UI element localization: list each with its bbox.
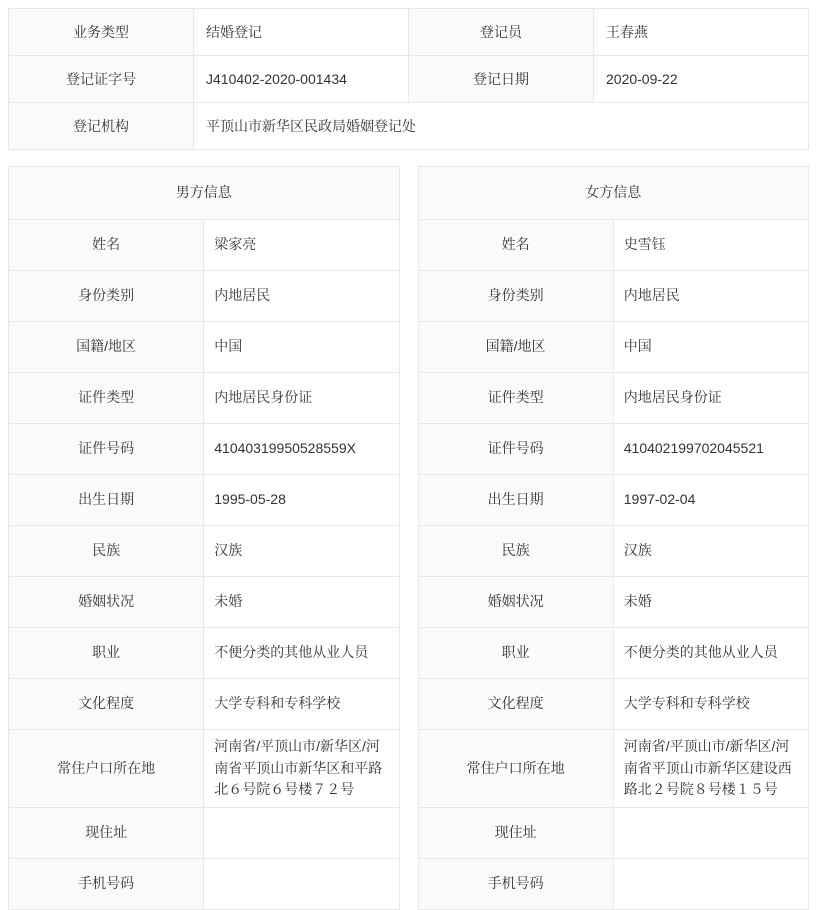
field-value-business-type: 结婚登记 bbox=[194, 9, 409, 56]
table-row bbox=[418, 220, 809, 271]
female-value-ethnicity: 汉族 bbox=[613, 526, 808, 577]
field-label-registrar: 登记员 bbox=[409, 9, 594, 56]
male-label-identity-category: 身份类别 bbox=[9, 271, 204, 322]
table-row bbox=[418, 730, 809, 808]
female-value-birth-date: 1997-02-04 bbox=[613, 475, 808, 526]
table-row bbox=[418, 628, 809, 679]
female-label-mobile-number: 手机号码 bbox=[418, 859, 613, 910]
field-label-registration-office: 登记机构 bbox=[9, 103, 194, 150]
table-row bbox=[418, 679, 809, 730]
male-value-education: 大学专科和专科学校 bbox=[204, 679, 399, 730]
male-value-marital-status: 未婚 bbox=[204, 577, 399, 628]
table-row bbox=[418, 167, 809, 220]
male-value-mobile-number bbox=[204, 859, 399, 910]
table-row bbox=[418, 859, 809, 910]
table-row bbox=[418, 424, 809, 475]
male-value-household-address: 河南省/平顶山市/新华区/河南省平顶山市新华区和平路北６号院６号楼７２号 bbox=[204, 730, 399, 808]
table-row bbox=[9, 679, 400, 730]
male-label-ethnicity: 民族 bbox=[9, 526, 204, 577]
table-row bbox=[418, 373, 809, 424]
female-value-education: 大学专科和专科学校 bbox=[613, 679, 808, 730]
female-panel bbox=[418, 166, 810, 910]
table-row bbox=[9, 103, 809, 150]
female-label-birth-date: 出生日期 bbox=[418, 475, 613, 526]
table-row bbox=[418, 577, 809, 628]
male-label-current-address: 现住址 bbox=[9, 808, 204, 859]
female-value-current-address bbox=[613, 808, 808, 859]
male-label-id-type: 证件类型 bbox=[9, 373, 204, 424]
male-value-occupation: 不便分类的其他从业人员 bbox=[204, 628, 399, 679]
female-value-nationality: 中国 bbox=[613, 322, 808, 373]
field-value-registration-office: 平顶山市新华区民政局婚姻登记处 bbox=[194, 103, 809, 150]
male-label-name: 姓名 bbox=[9, 220, 204, 271]
female-label-name: 姓名 bbox=[418, 220, 613, 271]
table-row bbox=[418, 322, 809, 373]
table-row bbox=[9, 9, 809, 56]
table-row bbox=[9, 859, 400, 910]
female-value-name: 史雪钰 bbox=[613, 220, 808, 271]
female-value-marital-status: 未婚 bbox=[613, 577, 808, 628]
table-row bbox=[9, 424, 400, 475]
male-label-mobile-number: 手机号码 bbox=[9, 859, 204, 910]
male-value-identity-category: 内地居民 bbox=[204, 271, 399, 322]
female-value-occupation: 不便分类的其他从业人员 bbox=[613, 628, 808, 679]
field-value-certificate-number: J410402-2020-001434 bbox=[194, 56, 409, 103]
table-row bbox=[9, 322, 400, 373]
male-value-birth-date: 1995-05-28 bbox=[204, 475, 399, 526]
male-value-id-type: 内地居民身份证 bbox=[204, 373, 399, 424]
table-row bbox=[9, 475, 400, 526]
table-row bbox=[9, 373, 400, 424]
table-row bbox=[418, 271, 809, 322]
male-value-ethnicity: 汉族 bbox=[204, 526, 399, 577]
table-row bbox=[418, 526, 809, 577]
female-value-id-number: 410402199702045521 bbox=[613, 424, 808, 475]
male-panel-title: 男方信息 bbox=[9, 167, 400, 220]
female-value-household-address: 河南省/平顶山市/新华区/河南省平顶山市新华区建设西路北２号院８号楼１５号 bbox=[613, 730, 808, 808]
female-label-current-address: 现住址 bbox=[418, 808, 613, 859]
male-label-nationality: 国籍/地区 bbox=[9, 322, 204, 373]
male-label-birth-date: 出生日期 bbox=[9, 475, 204, 526]
summary-table bbox=[8, 8, 809, 150]
table-row bbox=[9, 526, 400, 577]
female-value-identity-category: 内地居民 bbox=[613, 271, 808, 322]
male-panel bbox=[8, 166, 400, 910]
field-value-registration-date: 2020-09-22 bbox=[594, 56, 809, 103]
male-label-education: 文化程度 bbox=[9, 679, 204, 730]
male-value-current-address bbox=[204, 808, 399, 859]
table-row bbox=[418, 808, 809, 859]
female-label-identity-category: 身份类别 bbox=[418, 271, 613, 322]
table-row bbox=[9, 730, 400, 808]
field-value-registrar: 王春燕 bbox=[594, 9, 809, 56]
table-row bbox=[418, 475, 809, 526]
female-label-household-address: 常住户口所在地 bbox=[418, 730, 613, 808]
male-value-name: 梁家亮 bbox=[204, 220, 399, 271]
field-label-business-type: 业务类型 bbox=[9, 9, 194, 56]
female-label-occupation: 职业 bbox=[418, 628, 613, 679]
field-label-registration-date: 登记日期 bbox=[409, 56, 594, 103]
male-value-nationality: 中国 bbox=[204, 322, 399, 373]
female-label-education: 文化程度 bbox=[418, 679, 613, 730]
male-label-marital-status: 婚姻状况 bbox=[9, 577, 204, 628]
table-row bbox=[9, 220, 400, 271]
female-info-table bbox=[418, 166, 810, 910]
table-row bbox=[9, 808, 400, 859]
male-label-occupation: 职业 bbox=[9, 628, 204, 679]
male-value-id-number: 41040319950528559X bbox=[204, 424, 399, 475]
table-row bbox=[9, 167, 400, 220]
male-label-household-address: 常住户口所在地 bbox=[9, 730, 204, 808]
female-label-id-number: 证件号码 bbox=[418, 424, 613, 475]
female-label-nationality: 国籍/地区 bbox=[418, 322, 613, 373]
female-panel-title: 女方信息 bbox=[418, 167, 809, 220]
table-row bbox=[9, 271, 400, 322]
table-row bbox=[9, 577, 400, 628]
male-label-id-number: 证件号码 bbox=[9, 424, 204, 475]
table-row bbox=[9, 628, 400, 679]
female-value-mobile-number bbox=[613, 859, 808, 910]
table-row bbox=[9, 56, 809, 103]
female-label-ethnicity: 民族 bbox=[418, 526, 613, 577]
field-label-certificate-number: 登记证字号 bbox=[9, 56, 194, 103]
female-value-id-type: 内地居民身份证 bbox=[613, 373, 808, 424]
person-panels bbox=[8, 166, 809, 910]
male-info-table bbox=[8, 166, 400, 910]
female-label-id-type: 证件类型 bbox=[418, 373, 613, 424]
female-label-marital-status: 婚姻状况 bbox=[418, 577, 613, 628]
